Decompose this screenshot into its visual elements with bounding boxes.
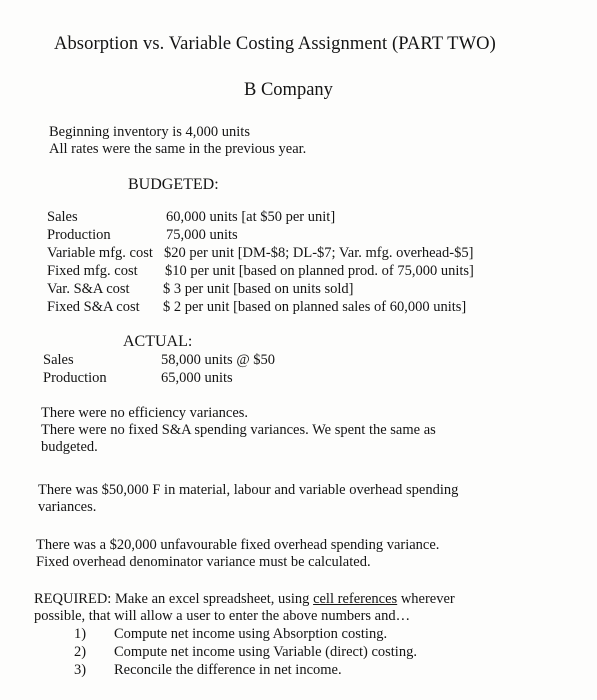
- variance-notes: [41, 405, 436, 456]
- budgeted-value: 60,000 units [at $50 per unit]: [166, 209, 336, 225]
- spending-note-line-2: variances.: [38, 499, 97, 515]
- fixed-sa-note-line-2: budgeted.: [41, 439, 98, 455]
- unfavourable-note-line-1: There was a $20,000 unfavourable fixed overhead spending variance.: [36, 537, 440, 553]
- required-item-text: Compute net income using Variable (direct) costing.: [114, 644, 417, 660]
- unfavourable-note: [36, 537, 439, 571]
- actual-label: Production: [43, 370, 107, 386]
- cell-references-text: cell references: [313, 591, 398, 607]
- required-text: wherever: [397, 591, 455, 607]
- efficiency-note: There were no efficiency variances.: [41, 405, 249, 421]
- budgeted-value: 75,000 units: [166, 227, 238, 243]
- budgeted-label: Var. S&A cost: [47, 281, 130, 297]
- company-name: B Company: [244, 80, 333, 100]
- spending-note-line-1: There was $50,000 F in material, labour and variable overhead spending: [38, 482, 459, 498]
- actual-label: Sales: [43, 352, 74, 368]
- required-block: [34, 591, 455, 625]
- actual-heading: ACTUAL:: [123, 333, 193, 350]
- budgeted-value: $ 2 per unit [based on planned sales of 60,000 units]: [163, 299, 467, 315]
- required-item-number: 1): [74, 626, 87, 642]
- required-text: REQUIRED: Make an excel spreadsheet, using: [34, 591, 314, 607]
- required-item-number: 3): [74, 662, 87, 678]
- budgeted-value: $20 per unit [DM-$8; DL-$7; Var. mfg. overhead-$5]: [164, 245, 474, 261]
- required-item-text: Compute net income using Absorption costing.: [114, 626, 388, 642]
- required-line-2: possible, that will allow a user to enter the above numbers and…: [34, 608, 411, 624]
- fixed-sa-note-line-1: There were no fixed S&A spending variances. We spent the same as: [41, 422, 436, 438]
- budgeted-label: Production: [47, 227, 111, 243]
- budgeted-label: Fixed S&A cost: [47, 299, 140, 315]
- required-item-number: 2): [74, 644, 87, 660]
- intro-line-1: Beginning inventory is 4,000 units: [49, 124, 250, 140]
- budgeted-value: $10 per unit [based on planned prod. of 75,000 units]: [165, 263, 474, 279]
- budgeted-label: Variable mfg. cost: [47, 245, 153, 261]
- required-line-1: [34, 591, 455, 608]
- intro-block: [49, 124, 306, 158]
- actual-value: 58,000 units @ $50: [161, 352, 276, 368]
- unfavourable-note-line-2: Fixed overhead denominator variance must be calculated.: [36, 554, 371, 570]
- budgeted-heading: BUDGETED:: [128, 176, 219, 193]
- page-title: Absorption vs. Variable Costing Assignment (PART TWO): [54, 34, 496, 54]
- budgeted-label: Sales: [47, 209, 78, 225]
- budgeted-label: Fixed mfg. cost: [47, 263, 138, 279]
- actual-value: 65,000 units: [161, 370, 233, 386]
- budgeted-value: $ 3 per unit [based on units sold]: [163, 281, 354, 297]
- required-item-text: Reconcile the difference in net income.: [114, 662, 342, 678]
- intro-line-2: All rates were the same in the previous year.: [49, 141, 307, 157]
- spending-note: [38, 482, 458, 516]
